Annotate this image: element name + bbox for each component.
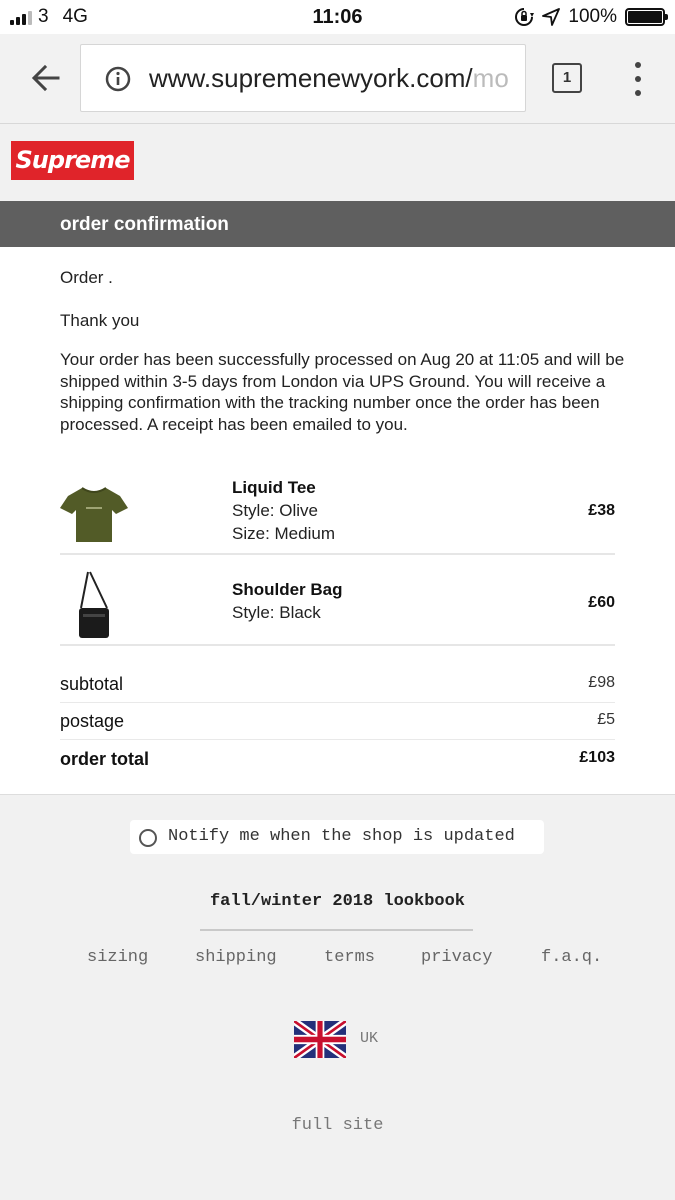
order-number: Order . bbox=[60, 268, 113, 287]
item-price: £38 bbox=[588, 502, 615, 519]
back-arrow-icon[interactable] bbox=[28, 60, 64, 96]
menu-dots-icon[interactable] bbox=[630, 62, 646, 96]
postage-row bbox=[60, 703, 615, 740]
url-faded: mo bbox=[472, 63, 509, 93]
confirmation-message: Your order has been successfully processed on Aug 20 at 11:05 and will be shipped within 3-5 days from London via UPS Ground. You will receive a shipping confirmation with the tracking number once the order has been processed. A receipt has been emailed to you. bbox=[60, 350, 625, 434]
full-site-link[interactable]: full site bbox=[291, 1116, 384, 1135]
subtotal-row bbox=[60, 666, 615, 703]
thank-you-text: Thank you bbox=[60, 311, 140, 330]
carrier-label: 3 bbox=[38, 6, 49, 27]
black-shoulder-bag-image bbox=[76, 570, 112, 642]
tabs-icon[interactable]: 1 bbox=[552, 63, 582, 93]
url-main: www.supremenewyork.com/ bbox=[149, 63, 473, 93]
order-card bbox=[0, 247, 675, 795]
uk-flag-icon[interactable] bbox=[294, 1021, 346, 1058]
page-title: order confirmation bbox=[60, 214, 229, 235]
info-icon[interactable] bbox=[105, 66, 131, 92]
item-style: Style: Black bbox=[232, 603, 321, 622]
radio-icon[interactable] bbox=[139, 829, 157, 847]
footer-link-shipping[interactable]: shipping bbox=[195, 948, 277, 967]
olive-tee-image bbox=[60, 484, 128, 544]
status-right bbox=[514, 6, 665, 28]
lookbook-link[interactable]: fall/winter 2018 lookbook bbox=[209, 892, 466, 911]
postage-label: postage bbox=[60, 711, 125, 731]
item-size: Size: Medium bbox=[232, 524, 335, 543]
region-label[interactable]: UK bbox=[360, 1030, 379, 1047]
postage-value: £5 bbox=[597, 711, 615, 728]
item-divider bbox=[60, 553, 615, 555]
footer-link-terms[interactable]: terms bbox=[324, 948, 376, 967]
battery-percent: 100% bbox=[568, 6, 617, 27]
network-label: 4G bbox=[62, 6, 88, 27]
order-confirmation-header bbox=[0, 201, 675, 247]
item-style: Style: Olive bbox=[232, 501, 318, 520]
browser-toolbar bbox=[0, 34, 675, 124]
subtotal-label: subtotal bbox=[60, 674, 124, 694]
supreme-logo[interactable]: Supreme bbox=[11, 141, 134, 180]
item-price: £60 bbox=[588, 594, 615, 611]
lookbook-underline bbox=[200, 929, 473, 931]
item-name: Liquid Tee bbox=[232, 478, 316, 497]
footer-link-sizing[interactable]: sizing bbox=[87, 948, 149, 967]
order-total-row bbox=[60, 741, 615, 778]
subtotal-value: £98 bbox=[588, 674, 615, 691]
summary-divider bbox=[60, 739, 615, 740]
order-total-value: £103 bbox=[579, 749, 615, 766]
orientation-lock-icon bbox=[514, 7, 534, 27]
battery-icon bbox=[625, 8, 665, 26]
location-arrow-icon bbox=[542, 8, 560, 26]
address-bar[interactable] bbox=[80, 44, 526, 112]
url-text bbox=[149, 63, 509, 94]
item-name: Shoulder Bag bbox=[232, 580, 343, 599]
item-divider bbox=[60, 644, 615, 646]
clock: 11:06 bbox=[312, 6, 363, 28]
order-total-label: order total bbox=[60, 749, 150, 769]
notify-label: Notify me when the shop is updated bbox=[168, 827, 515, 846]
status-bar bbox=[0, 0, 675, 34]
footer-link-privacy[interactable]: privacy bbox=[421, 948, 493, 967]
notify-toggle[interactable] bbox=[130, 820, 544, 854]
footer-link-faq[interactable]: f.a.q. bbox=[541, 948, 603, 967]
